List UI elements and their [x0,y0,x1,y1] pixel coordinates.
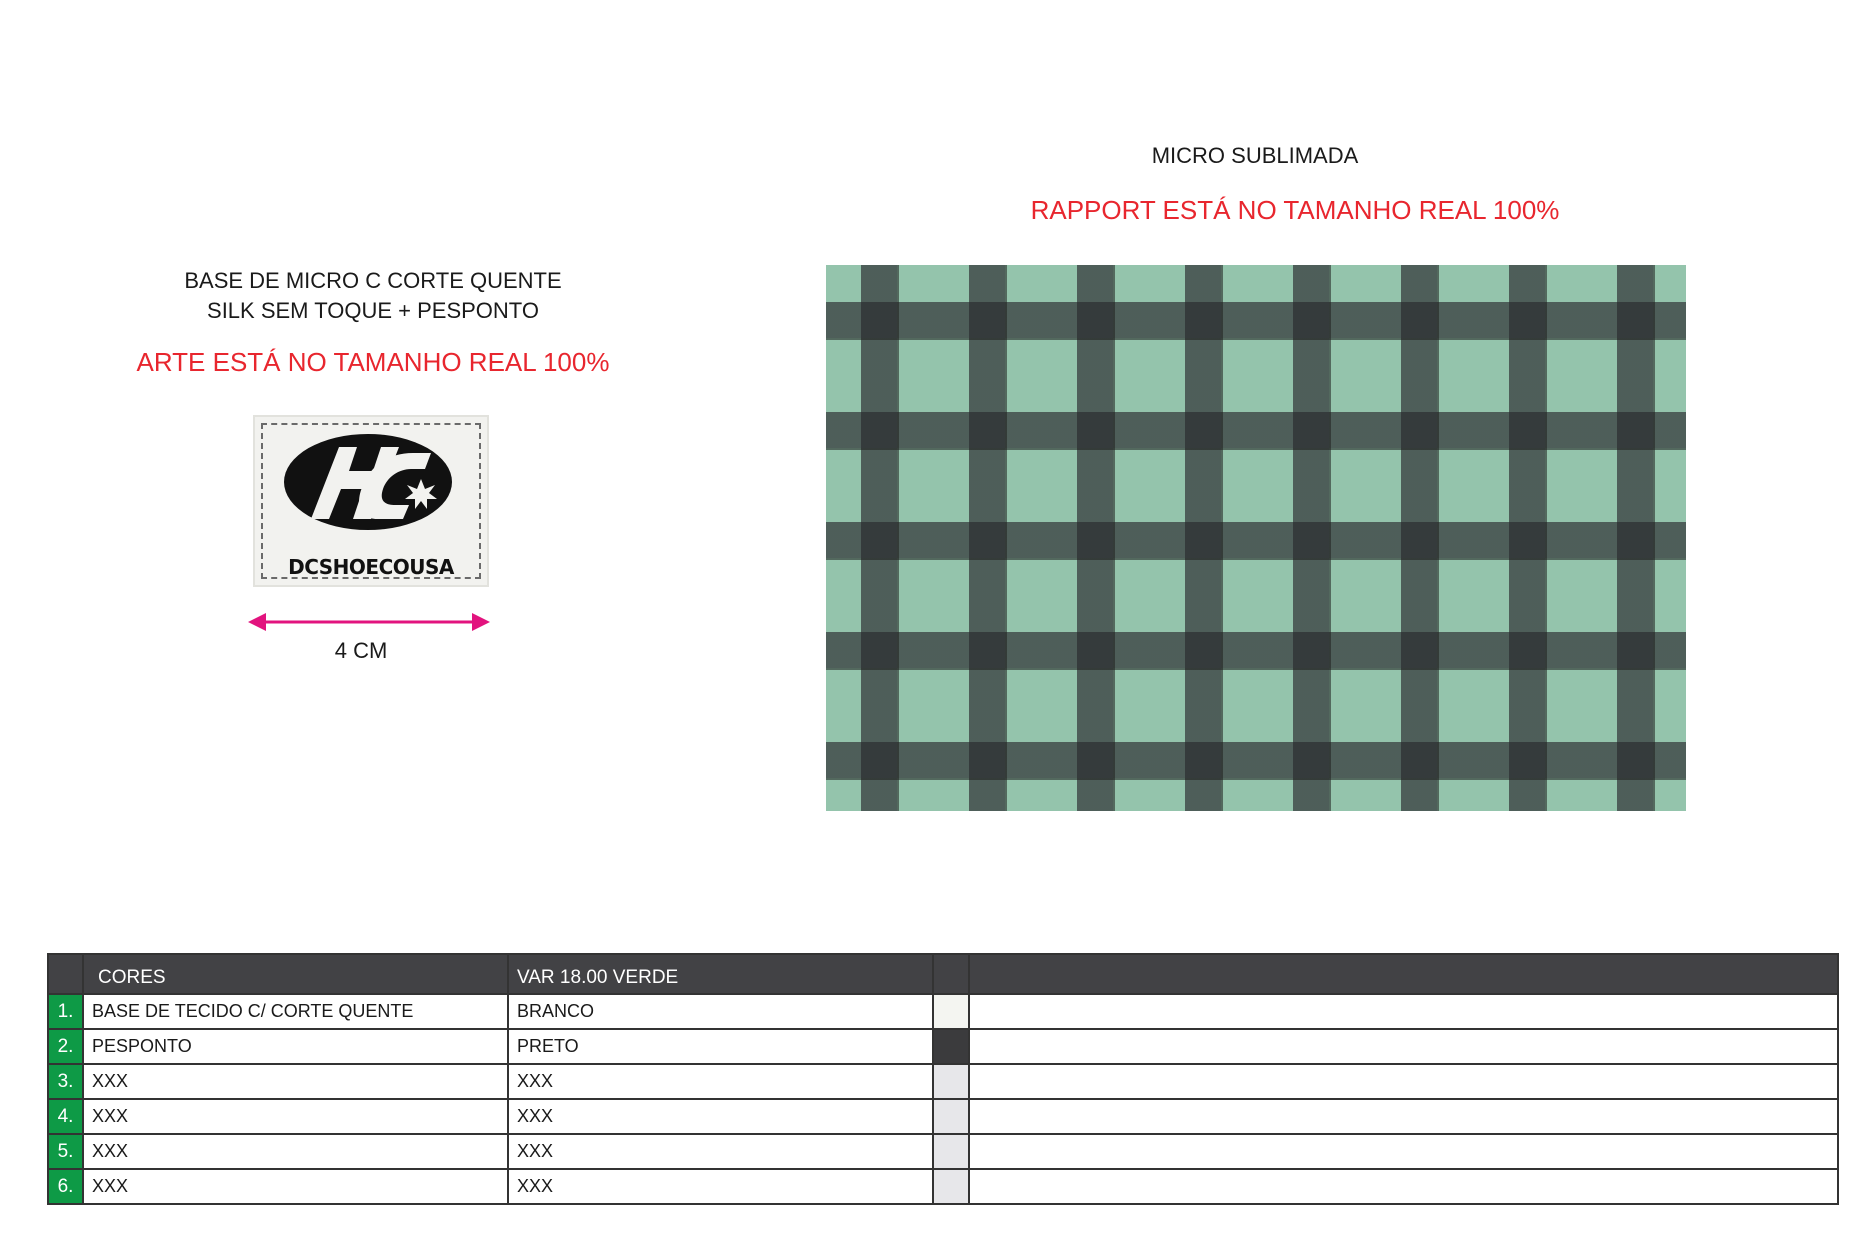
row-notes [969,1029,1838,1064]
row-number: 4. [48,1099,83,1134]
row-notes [969,1064,1838,1099]
row-item: PESPONTO [83,1029,508,1064]
row-color-name: BRANCO [508,994,933,1029]
row-notes [969,1099,1838,1134]
row-item: BASE DE TECIDO C/ CORTE QUENTE [83,994,508,1029]
pattern-real-size-note: RAPPORT ESTÁ NO TAMANHO REAL 100% [1030,195,1560,225]
plaid-pattern-swatch [826,265,1686,811]
row-color-swatch [933,1029,969,1064]
dc-shoes-logo-icon [281,427,455,537]
label-artwork [253,415,489,587]
label-real-size-note: ARTE ESTÁ NO TAMANHO REAL 100% [136,347,610,377]
color-swatch [934,1065,968,1098]
row-item: XXX [83,1064,508,1099]
measure-arrow-icon [248,610,490,634]
row-number: 5. [48,1134,83,1169]
row-number: 1. [48,994,83,1029]
header-cores: CORES [83,954,508,994]
header-var: VAR 18.00 VERDE [508,954,933,994]
table-row [48,994,1838,1029]
header-swatch-blank [933,954,969,994]
row-color-name: XXX [508,1134,933,1169]
table-row [48,1099,1838,1134]
row-color-swatch [933,994,969,1029]
row-color-name: XXX [508,1099,933,1134]
colors-table-header [48,954,1838,994]
color-swatch [934,1135,968,1168]
label-spec-line-2: SILK SEM TOQUE + PESPONTO [207,298,539,323]
row-color-swatch [933,1169,969,1204]
header-notes-blank [969,954,1838,994]
table-row [48,1169,1838,1204]
measure-label: 4 CM [334,638,388,663]
label-spec-line-1: BASE DE MICRO C CORTE QUENTE [184,268,562,293]
table-row [48,1134,1838,1169]
row-number: 3. [48,1064,83,1099]
row-number: 2. [48,1029,83,1064]
row-color-swatch [933,1099,969,1134]
row-color-swatch [933,1134,969,1169]
row-item: XXX [83,1099,508,1134]
pattern-title: MICRO SUBLIMADA [1151,143,1359,168]
row-notes [969,994,1838,1029]
row-color-name: XXX [508,1169,933,1204]
row-number: 6. [48,1169,83,1204]
header-blank [48,954,83,994]
row-color-swatch [933,1064,969,1099]
color-swatch [934,995,968,1028]
colors-table [47,953,1839,1205]
row-item: XXX [83,1169,508,1204]
row-item: XXX [83,1134,508,1169]
color-swatch [934,1100,968,1133]
row-notes [969,1134,1838,1169]
row-color-name: XXX [508,1064,933,1099]
color-swatch [934,1030,968,1063]
table-row [48,1029,1838,1064]
dc-shoes-logo-text: DCSHOECOUSA [288,555,454,579]
table-row [48,1064,1838,1099]
row-notes [969,1169,1838,1204]
row-color-name: PRETO [508,1029,933,1064]
color-swatch [934,1170,968,1203]
